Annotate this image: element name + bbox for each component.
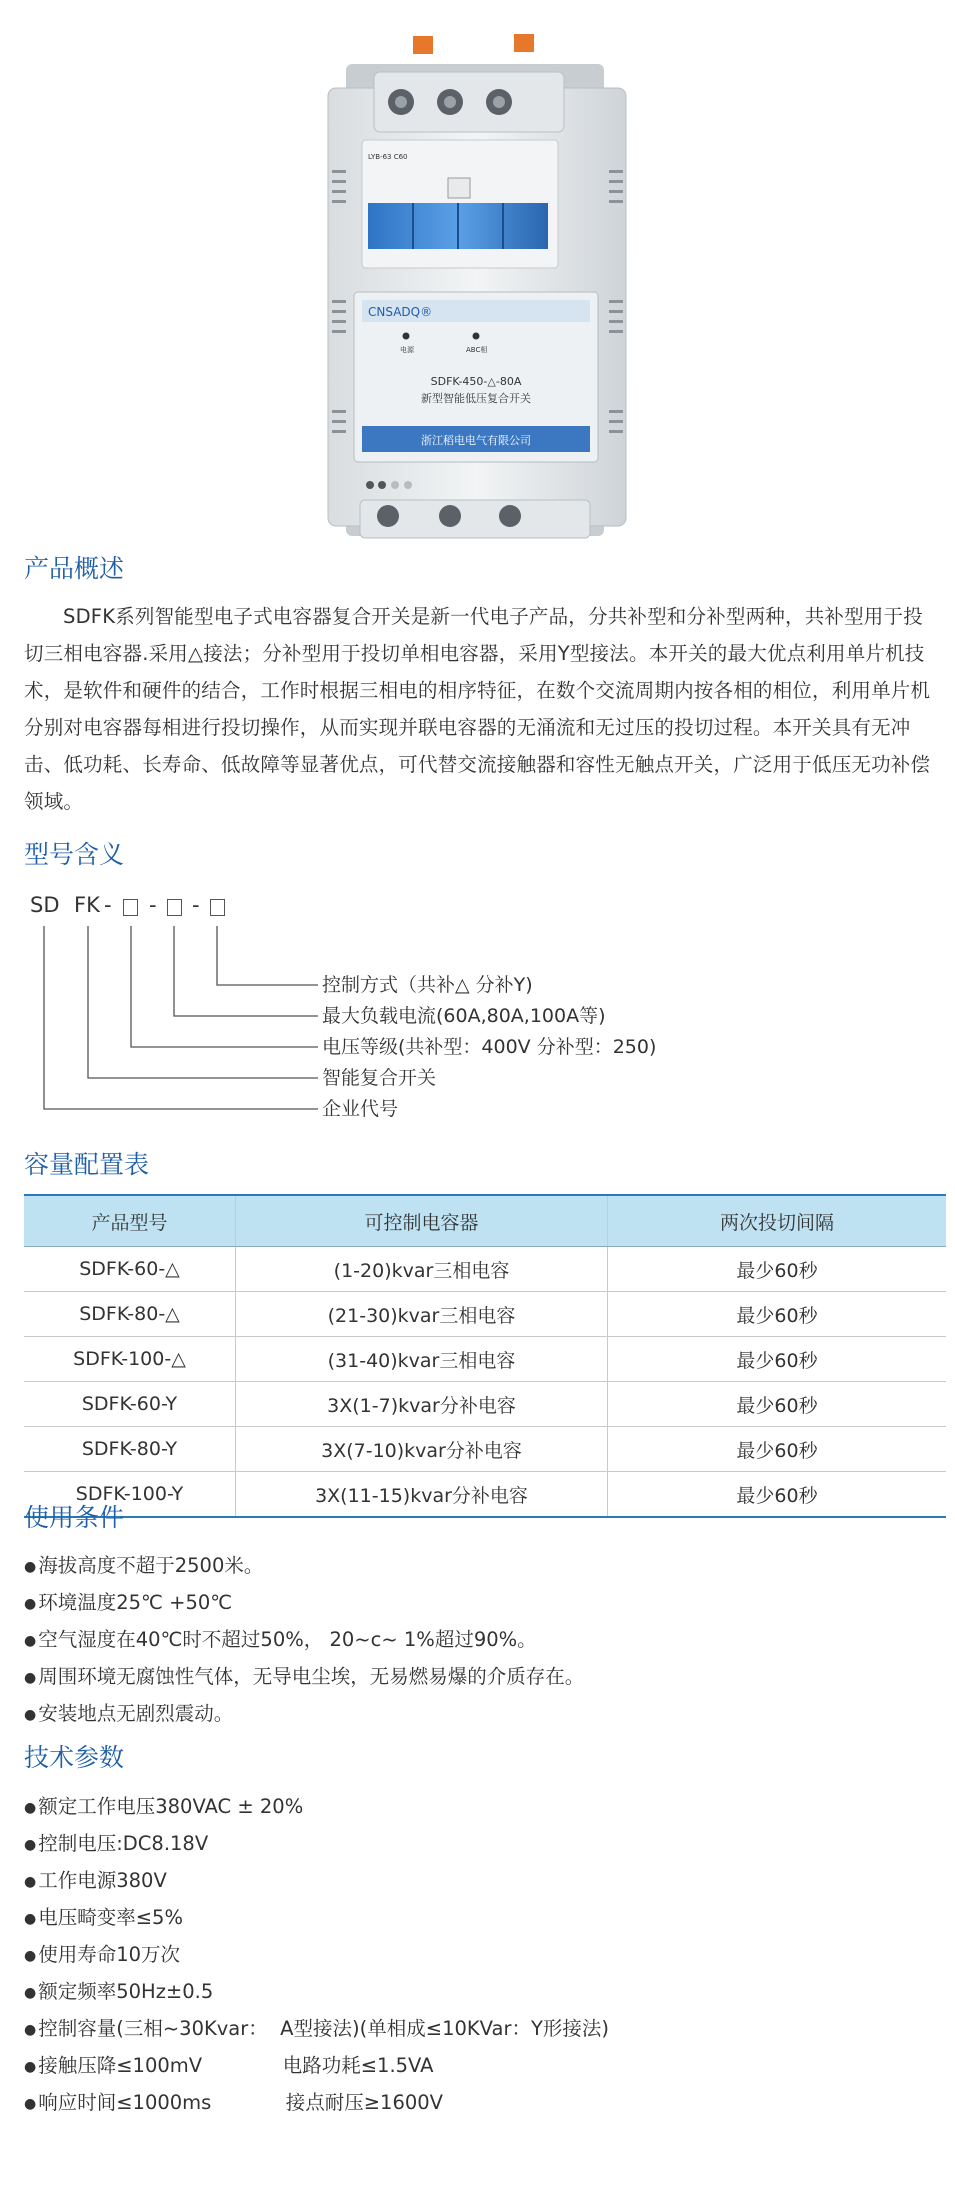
code-dash-3: -	[192, 893, 200, 917]
list-item: ● 控制电压:DC8.18V	[24, 1825, 609, 1862]
code-dash-2: -	[149, 893, 157, 917]
cell-model: SDFK-100-△	[24, 1337, 236, 1382]
list-item: ● 周围环境无腐蚀性气体，无导电尘埃，无易燃易爆的介质存在。	[24, 1658, 584, 1695]
table-row	[24, 1247, 946, 1292]
connector-top-right	[514, 34, 534, 52]
code-dash-1: -	[104, 893, 112, 917]
list-item: ● 海拔高度不超于2500米。	[24, 1547, 584, 1584]
table-row	[24, 1427, 946, 1472]
capacity-table	[24, 1194, 946, 1518]
cell-model: SDFK-60-Y	[24, 1382, 236, 1427]
terminal-bottom-1	[377, 505, 399, 527]
panel-name: 新型智能低压复合开关	[421, 392, 531, 405]
list-item: ● 使用寿命10万次	[24, 1936, 609, 1973]
cell-capacitor: 3X(1-7)kvar分补电容	[236, 1382, 608, 1427]
terminal-bottom-3	[499, 505, 521, 527]
cell-interval: 最少60秒	[608, 1427, 947, 1472]
code-box-control	[210, 899, 225, 916]
cell-interval: 最少60秒	[608, 1292, 947, 1337]
list-item: ● 安装地点无剧烈震动。	[24, 1695, 584, 1732]
table-header-row	[24, 1195, 946, 1247]
cell-model: SDFK-60-△	[24, 1247, 236, 1292]
list-item: ● 控制容量(三相~30Kvar： A型接法)(单相成≤10KVar：Y形接法)	[24, 2010, 609, 2047]
model-meaning-title: 型号含义	[24, 840, 125, 869]
product-image	[300, 30, 655, 545]
breaker-label: LYB-63 C60	[368, 153, 408, 161]
label-smart-switch: 智能复合开关	[322, 1067, 437, 1089]
capacity-title: 容量配置表	[24, 1150, 150, 1179]
table-row	[24, 1472, 946, 1518]
table-row	[24, 1337, 946, 1382]
connector-top-left	[413, 36, 433, 54]
list-item: ● 响应时间≤1000ms 接点耐压≥1600V	[24, 2084, 609, 2121]
cell-model: SDFK-100-Y	[24, 1472, 236, 1518]
cell-capacitor: 3X(7-10)kvar分补电容	[236, 1427, 608, 1472]
label-max-current: 最大负载电流(60A,80A,100A等)	[322, 1005, 606, 1027]
cell-capacitor: (31-40)kvar三相电容	[236, 1337, 608, 1382]
list-item: ● 额定工作电压380VAC ± 20%	[24, 1788, 609, 1825]
conditions-list	[24, 1547, 584, 1732]
tech-title: 技术参数	[24, 1743, 125, 1772]
list-item: ● 电压畸变率≤5%	[24, 1899, 609, 1936]
overview-title: 产品概述	[24, 554, 125, 583]
cell-interval: 最少60秒	[608, 1472, 947, 1518]
cell-model: SDFK-80-Y	[24, 1427, 236, 1472]
abc-led-label: ABC相	[466, 346, 488, 354]
list-item: ● 接触压降≤100mV 电路功耗≤1.5VA	[24, 2047, 609, 2084]
leader-enterprise	[44, 926, 318, 1109]
leader-current	[174, 926, 318, 1016]
overview-text: SDFK系列智能型电子式电容器复合开关是新一代电子产品，分共补型和分补型两种，共补型用于投切三相电容器.采用△接法；分补型用于投切单相电容器，采用Y型接法。本开关的最大优点利用单片机技术，是软件和硬件的结合，工作时根据三相电的相序特征，在数个交流周期内按各相的相位，利用单片机分别对电容器每相进行投切操作，从而实现并联电容器的无涌流和无过压的投切过程。本开关具有无冲击、低功耗、长寿命、低故障等显著优点，可代替交流接触器和容性无触点开关，广泛用于低压无功补偿领域。	[24, 605, 931, 813]
abc-led	[473, 333, 480, 340]
conditions-title: 使用条件	[24, 1503, 125, 1532]
panel-company: 浙江稻电电气有限公司	[421, 434, 531, 447]
capacitor-switch-illustration	[300, 30, 655, 545]
table-row	[24, 1382, 946, 1427]
list-item: ● 工作电源380V	[24, 1862, 609, 1899]
cell-capacitor: (1-20)kvar三相电容	[236, 1247, 608, 1292]
code-fk: FK	[74, 893, 100, 917]
power-led	[403, 333, 410, 340]
terminal-bottom-2	[439, 505, 461, 527]
code-box-voltage	[123, 899, 138, 916]
brand-logo: CNSADQ®	[368, 305, 433, 319]
cell-model: SDFK-80-△	[24, 1292, 236, 1337]
code-sd: SD	[30, 893, 60, 917]
panel-model: SDFK-450-△-80A	[430, 375, 522, 388]
list-item: ● 额定频率50Hz±0.5	[24, 1973, 609, 2010]
header-capacitor: 可控制电容器	[236, 1195, 608, 1247]
list-item: ● 空气湿度在40℃时不超过50%， 20~c~ 1%超过90%。	[24, 1621, 584, 1658]
cell-interval: 最少60秒	[608, 1247, 947, 1292]
label-control-mode: 控制方式（共补△ 分补Y)	[322, 974, 533, 996]
cell-interval: 最少60秒	[608, 1382, 947, 1427]
cell-capacitor: (21-30)kvar三相电容	[236, 1292, 608, 1337]
table-row	[24, 1292, 946, 1337]
cell-interval: 最少60秒	[608, 1337, 947, 1382]
leader-control	[217, 926, 318, 985]
leader-voltage	[131, 926, 318, 1047]
list-item: ● 环境温度25℃ +50℃	[24, 1584, 584, 1621]
model-code	[30, 893, 330, 923]
tech-list	[24, 1788, 609, 2121]
code-box-current	[167, 899, 182, 916]
header-interval: 两次投切间隔	[608, 1195, 947, 1247]
leader-smart	[88, 926, 318, 1078]
cell-capacitor: 3X(11-15)kvar分补电容	[236, 1472, 608, 1518]
header-model: 产品型号	[24, 1195, 236, 1247]
label-enterprise-code: 企业代号	[322, 1098, 399, 1120]
label-voltage-level: 电压等级(共补型：400V 分补型：250)	[322, 1036, 657, 1058]
power-led-label: 电源	[400, 346, 414, 354]
